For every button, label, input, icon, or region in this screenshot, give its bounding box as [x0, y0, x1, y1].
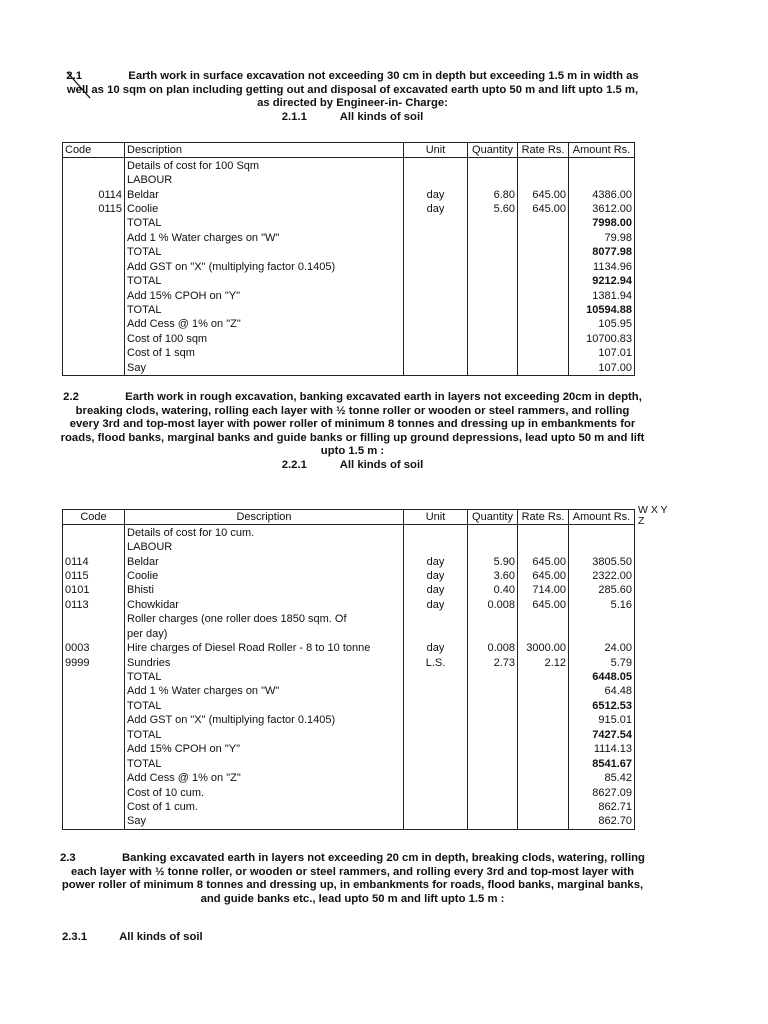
- table-cell: [468, 231, 518, 245]
- table-cell: [518, 540, 569, 554]
- table-cell: [468, 627, 518, 641]
- table-cell: [518, 800, 569, 814]
- table-cell: [468, 713, 518, 727]
- table-cell: [63, 742, 125, 756]
- table-row: [63, 569, 635, 583]
- table-cell: 0115: [63, 569, 125, 583]
- table-cell: [468, 274, 518, 288]
- table-cell: [63, 525, 125, 540]
- table-cell: Bhisti: [125, 583, 404, 597]
- table-row: [63, 785, 635, 799]
- table-cell: [63, 317, 125, 331]
- table-cell: [63, 332, 125, 346]
- table-cell: [518, 260, 569, 274]
- table-cell: Cost of 10 cum.: [125, 785, 404, 799]
- table-cell: [63, 540, 125, 554]
- table-cell: Add Cess @ 1% on "Z": [125, 771, 404, 785]
- table-cell: [468, 245, 518, 259]
- table-cell: [518, 274, 569, 288]
- cost-table-1: [62, 142, 635, 376]
- subsection-number: 2.3.1: [62, 931, 88, 943]
- table-cell: [518, 699, 569, 713]
- table-cell: 0114: [63, 554, 125, 568]
- table-cell: L.S.: [404, 655, 468, 669]
- table-cell: [404, 288, 468, 302]
- table-cell: 0101: [63, 583, 125, 597]
- table-row: [63, 288, 635, 302]
- table-cell: [63, 231, 125, 245]
- table-row: [63, 202, 635, 216]
- table-cell: [404, 245, 468, 259]
- table-cell: TOTAL: [125, 274, 404, 288]
- table-cell: 105.95: [569, 317, 635, 331]
- table-cell: 7427.54: [569, 728, 635, 742]
- table-cell: [518, 612, 569, 626]
- table-cell: 1114.13: [569, 742, 635, 756]
- table-cell: [404, 274, 468, 288]
- table-cell: [63, 245, 125, 259]
- column-header: Amount Rs.: [569, 143, 635, 158]
- table-row: [63, 231, 635, 245]
- table-cell: 5.90: [468, 554, 518, 568]
- table-row: [63, 554, 635, 568]
- table-row: [63, 756, 635, 770]
- section-2-3-1-heading: [62, 931, 203, 943]
- table-row: [63, 742, 635, 756]
- table-cell: [404, 742, 468, 756]
- table-cell: [518, 317, 569, 331]
- table-row: [63, 699, 635, 713]
- table-cell: 4386.00: [569, 187, 635, 201]
- table-cell: [468, 288, 518, 302]
- table-cell: [518, 713, 569, 727]
- table-cell: [468, 814, 518, 829]
- side-note: [638, 505, 668, 527]
- table-cell: 0.40: [468, 583, 518, 597]
- section-text: Earth work in surface excavation not exceeding 30 cm in depth but exceeding 1.5 m in width as well as 10 sqm on plan including getting out and disposal of excavated earth upto 50 m and lift upto 1.5 m, as directed by Engineer-in- Charge:: [66, 70, 639, 109]
- table-cell: [468, 361, 518, 376]
- table-row: [63, 670, 635, 684]
- table-row: [63, 684, 635, 698]
- table-cell: [518, 627, 569, 641]
- column-header: Quantity: [468, 510, 518, 525]
- table-cell: [63, 260, 125, 274]
- table-cell: Chowkidar: [125, 598, 404, 612]
- column-header: Rate Rs.: [518, 143, 569, 158]
- table-cell: day: [404, 554, 468, 568]
- table-cell: 79.98: [569, 231, 635, 245]
- table-cell: [518, 245, 569, 259]
- table-cell: [404, 699, 468, 713]
- table-cell: 24.00: [569, 641, 635, 655]
- table-cell: [518, 525, 569, 540]
- table-row: [63, 260, 635, 274]
- table-row: [63, 583, 635, 597]
- table-row: [63, 525, 635, 540]
- table-cell: [63, 785, 125, 799]
- table-cell: [468, 317, 518, 331]
- table-cell: [404, 346, 468, 360]
- table-cell: [63, 814, 125, 829]
- subsection-text: All kinds of soil: [339, 458, 424, 471]
- table-row: [63, 332, 635, 346]
- table-cell: [63, 346, 125, 360]
- table-cell: [468, 785, 518, 799]
- table-row: [63, 361, 635, 376]
- section-2-2-paragraph: [60, 391, 645, 472]
- table-cell: [518, 728, 569, 742]
- table-cell: [404, 231, 468, 245]
- table-cell: 645.00: [518, 569, 569, 583]
- table-cell: [468, 173, 518, 187]
- table-cell: [63, 158, 125, 173]
- table-cell: [63, 303, 125, 317]
- table-cell: Coolie: [125, 569, 404, 583]
- table-cell: 862.70: [569, 814, 635, 829]
- table-cell: 0113: [63, 598, 125, 612]
- table-cell: [404, 173, 468, 187]
- table-cell: [404, 785, 468, 799]
- table-cell: 8627.09: [569, 785, 635, 799]
- table-cell: [404, 612, 468, 626]
- table-cell: day: [404, 569, 468, 583]
- section-number: 2.1: [66, 70, 83, 82]
- table-cell: 714.00: [518, 583, 569, 597]
- subsection-heading: [60, 459, 645, 473]
- table-cell: 7998.00: [569, 216, 635, 230]
- table-row: [63, 713, 635, 727]
- table-cell: Beldar: [125, 554, 404, 568]
- table-cell: 6512.53: [569, 699, 635, 713]
- table-cell: Cost of 100 sqm: [125, 332, 404, 346]
- table-cell: Details of cost for 100 Sqm: [125, 158, 404, 173]
- table-cell: 0.008: [468, 598, 518, 612]
- table-cell: [404, 332, 468, 346]
- column-header: Unit: [404, 510, 468, 525]
- table-cell: Add GST on "X" (multiplying factor 0.1405): [125, 260, 404, 274]
- table-cell: [468, 699, 518, 713]
- table-cell: [63, 684, 125, 698]
- table-cell: [468, 346, 518, 360]
- table-cell: [404, 800, 468, 814]
- table-row: [63, 274, 635, 288]
- table-cell: [404, 627, 468, 641]
- table-row: [63, 216, 635, 230]
- table-cell: 645.00: [518, 202, 569, 216]
- subsection-number: 2.1.1: [281, 110, 307, 123]
- table-cell: [468, 260, 518, 274]
- table-cell: [63, 361, 125, 376]
- column-header: Code: [63, 510, 125, 525]
- table-cell: Add 15% CPOH on "Y": [125, 742, 404, 756]
- cost-table-2: [62, 509, 635, 830]
- table-cell: 10594.88: [569, 303, 635, 317]
- section-text: Banking excavated earth in layers not exceeding 20 cm in depth, breaking clods, watering, rolling each layer with ½ tonne roller, or wooden or steel rammers, and rolling every 3rd and top-most layer with power roller of minimum 8 tonnes and dressing up, in embankments for roads, flood banks, marginal banks, and guide banks etc., lead upto 50 m and lift upto 1.5 m :: [61, 852, 645, 905]
- table-cell: Cost of 1 sqm: [125, 346, 404, 360]
- table-header-row: [63, 143, 635, 158]
- table-cell: LABOUR: [125, 540, 404, 554]
- table-cell: Roller charges (one roller does 1850 sqm. Of: [125, 612, 404, 626]
- table-cell: [569, 612, 635, 626]
- table-cell: [468, 756, 518, 770]
- table-cell: 3000.00: [518, 641, 569, 655]
- table-cell: [63, 771, 125, 785]
- table-cell: [518, 173, 569, 187]
- table-row: [63, 317, 635, 331]
- table-cell: 5.79: [569, 655, 635, 669]
- table-cell: 107.01: [569, 346, 635, 360]
- table-cell: [63, 612, 125, 626]
- table-cell: 862.71: [569, 800, 635, 814]
- table-cell: 285.60: [569, 583, 635, 597]
- table-cell: [468, 540, 518, 554]
- table-cell: 2.12: [518, 655, 569, 669]
- section-number: 2.3: [60, 852, 76, 864]
- table-cell: [63, 216, 125, 230]
- section-2-1-paragraph: [60, 70, 645, 124]
- table-cell: [518, 332, 569, 346]
- table-cell: [404, 771, 468, 785]
- column-header: Description: [125, 510, 404, 525]
- table-cell: TOTAL: [125, 670, 404, 684]
- table-cell: Beldar: [125, 187, 404, 201]
- table-cell: 0003: [63, 641, 125, 655]
- table-cell: [63, 173, 125, 187]
- table-cell: 9999: [63, 655, 125, 669]
- table-cell: [404, 540, 468, 554]
- table-cell: Say: [125, 814, 404, 829]
- table-cell: [468, 684, 518, 698]
- table-cell: [468, 612, 518, 626]
- table-cell: 5.60: [468, 202, 518, 216]
- table-cell: 3.60: [468, 569, 518, 583]
- table-header-row: [63, 510, 635, 525]
- table-cell: TOTAL: [125, 728, 404, 742]
- table-cell: 64.48: [569, 684, 635, 698]
- table-row: [63, 598, 635, 612]
- table-cell: [63, 670, 125, 684]
- table-cell: [518, 216, 569, 230]
- table-cell: [518, 771, 569, 785]
- table-row: [63, 187, 635, 201]
- table-cell: [468, 742, 518, 756]
- table-cell: 645.00: [518, 187, 569, 201]
- table-cell: TOTAL: [125, 756, 404, 770]
- table-cell: 1134.96: [569, 260, 635, 274]
- table-row: [63, 303, 635, 317]
- table-cell: [63, 627, 125, 641]
- table-cell: day: [404, 202, 468, 216]
- table-cell: 915.01: [569, 713, 635, 727]
- subsection-heading: [60, 111, 645, 125]
- side-note-line-1: W X Y: [638, 504, 668, 516]
- section-2-3-paragraph: [60, 852, 645, 906]
- table-cell: day: [404, 583, 468, 597]
- table-cell: Hire charges of Diesel Road Roller - 8 to 10 tonne: [125, 641, 404, 655]
- table-cell: [518, 303, 569, 317]
- table-cell: 2.73: [468, 655, 518, 669]
- table-cell: [404, 260, 468, 274]
- table-cell: 0.008: [468, 641, 518, 655]
- table-cell: 645.00: [518, 554, 569, 568]
- table-cell: Add 15% CPOH on "Y": [125, 288, 404, 302]
- table-cell: TOTAL: [125, 303, 404, 317]
- table-cell: Coolie: [125, 202, 404, 216]
- table-cell: [518, 670, 569, 684]
- subsection-text: All kinds of soil: [339, 110, 424, 123]
- table-cell: [569, 540, 635, 554]
- table-cell: [518, 742, 569, 756]
- table-cell: 10700.83: [569, 332, 635, 346]
- table-cell: [63, 800, 125, 814]
- column-header: Amount Rs.: [569, 510, 635, 525]
- table-row: [63, 612, 635, 626]
- table-cell: Say: [125, 361, 404, 376]
- table-cell: 0115: [63, 202, 125, 216]
- table-cell: [468, 303, 518, 317]
- table-cell: [518, 814, 569, 829]
- table-cell: [63, 274, 125, 288]
- table-cell: [63, 699, 125, 713]
- table-row: [63, 728, 635, 742]
- table-cell: 107.00: [569, 361, 635, 376]
- table-cell: [468, 771, 518, 785]
- table-cell: [404, 814, 468, 829]
- table-cell: Add 1 % Water charges on "W": [125, 684, 404, 698]
- table-cell: [404, 728, 468, 742]
- table-row: [63, 540, 635, 554]
- table-cell: Add Cess @ 1% on "Z": [125, 317, 404, 331]
- table-cell: day: [404, 598, 468, 612]
- section-text: Earth work in rough excavation, banking excavated earth in layers not exceeding 20cm in depth, breaking clods, watering, rolling each layer with ½ tonne roller or wooden or steel rammers, and rolling every 3rd and top-most layer with power roller of minimum 8 tonnes and dressing up in embankments for roads, flood banks, marginal banks and guide banks or filling up ground depressions, lead upto 50 m and lift upto 1.5 m :: [60, 391, 645, 457]
- table-cell: [468, 670, 518, 684]
- table-cell: [404, 158, 468, 173]
- table-cell: per day): [125, 627, 404, 641]
- table-row: [63, 346, 635, 360]
- table-cell: [569, 525, 635, 540]
- table-cell: TOTAL: [125, 245, 404, 259]
- table-cell: [63, 756, 125, 770]
- table-cell: [569, 627, 635, 641]
- table-cell: Cost of 1 cum.: [125, 800, 404, 814]
- column-header: Rate Rs.: [518, 510, 569, 525]
- table-cell: 645.00: [518, 598, 569, 612]
- table-cell: [518, 231, 569, 245]
- table-row: [63, 771, 635, 785]
- table-cell: 8541.67: [569, 756, 635, 770]
- column-header: Quantity: [468, 143, 518, 158]
- table-cell: [468, 158, 518, 173]
- column-header: Code: [63, 143, 125, 158]
- table-cell: [518, 785, 569, 799]
- table-cell: 85.42: [569, 771, 635, 785]
- subsection-text: All kinds of soil: [119, 931, 203, 943]
- table-cell: [569, 158, 635, 173]
- table-cell: [63, 713, 125, 727]
- table-cell: [404, 684, 468, 698]
- table-cell: [569, 173, 635, 187]
- side-note-line-2: Z: [638, 515, 645, 527]
- table-cell: Sundries: [125, 655, 404, 669]
- table-cell: [518, 756, 569, 770]
- table-cell: [63, 288, 125, 302]
- table-cell: 9212.94: [569, 274, 635, 288]
- table-cell: [468, 800, 518, 814]
- table-cell: [404, 670, 468, 684]
- table-row: [63, 655, 635, 669]
- table-cell: [518, 361, 569, 376]
- table-cell: 8077.98: [569, 245, 635, 259]
- table-row: [63, 641, 635, 655]
- table-cell: 6448.05: [569, 670, 635, 684]
- table-cell: 2322.00: [569, 569, 635, 583]
- table-cell: Add GST on "X" (multiplying factor 0.1405): [125, 713, 404, 727]
- table-cell: 0114: [63, 187, 125, 201]
- table-cell: [468, 728, 518, 742]
- column-header: Description: [125, 143, 404, 158]
- table-cell: [404, 525, 468, 540]
- table-cell: 1381.94: [569, 288, 635, 302]
- subsection-number: 2.2.1: [281, 458, 307, 471]
- table-cell: [404, 713, 468, 727]
- table-cell: [404, 317, 468, 331]
- table-cell: LABOUR: [125, 173, 404, 187]
- table-row: [63, 814, 635, 829]
- table-cell: [468, 525, 518, 540]
- table-row: [63, 173, 635, 187]
- column-header: Unit: [404, 143, 468, 158]
- table-cell: [63, 728, 125, 742]
- table-cell: [468, 332, 518, 346]
- table-cell: day: [404, 187, 468, 201]
- table-cell: [518, 288, 569, 302]
- table-cell: day: [404, 641, 468, 655]
- section-number: 2.2: [63, 391, 79, 403]
- table-row: [63, 158, 635, 173]
- table-cell: TOTAL: [125, 699, 404, 713]
- table-row: [63, 627, 635, 641]
- table-row: [63, 245, 635, 259]
- table-cell: [404, 756, 468, 770]
- table-cell: 5.16: [569, 598, 635, 612]
- table-cell: [518, 158, 569, 173]
- table-cell: [404, 303, 468, 317]
- table-cell: [468, 216, 518, 230]
- table-cell: Add 1 % Water charges on "W": [125, 231, 404, 245]
- table-row: [63, 800, 635, 814]
- table-cell: [518, 346, 569, 360]
- table-cell: [404, 216, 468, 230]
- table-cell: [404, 361, 468, 376]
- table-cell: 3612.00: [569, 202, 635, 216]
- table-cell: 3805.50: [569, 554, 635, 568]
- table-cell: 6.80: [468, 187, 518, 201]
- table-cell: Details of cost for 10 cum.: [125, 525, 404, 540]
- table-cell: TOTAL: [125, 216, 404, 230]
- table-cell: [518, 684, 569, 698]
